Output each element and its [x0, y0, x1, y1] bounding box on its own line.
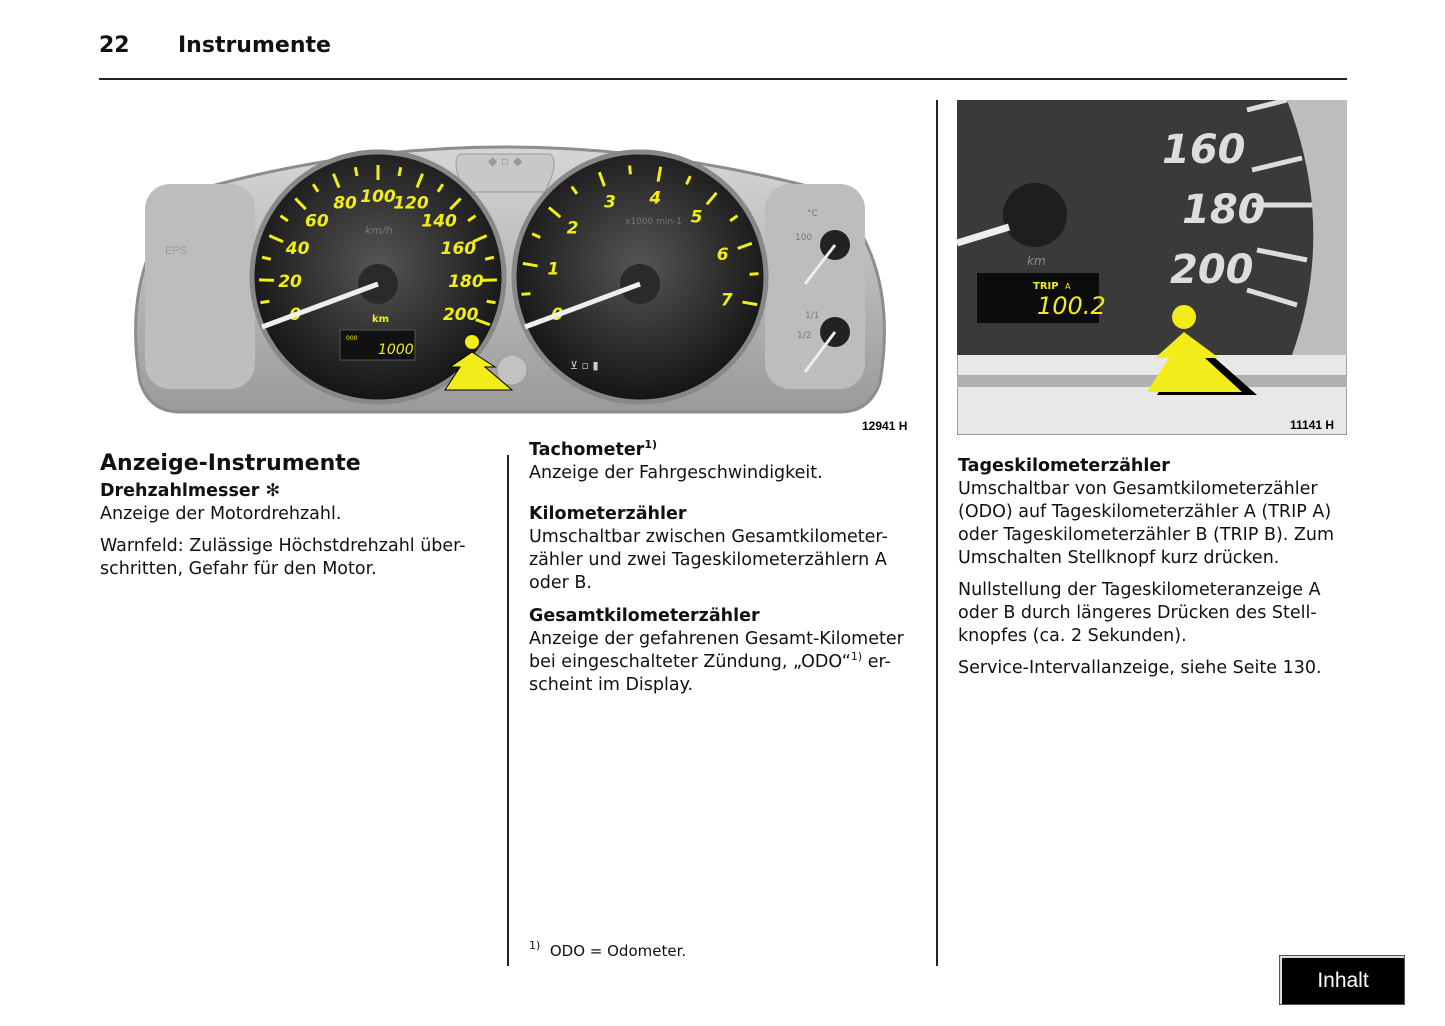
section-heading: Anzeige-Instrumente: [100, 451, 361, 476]
speed-label: 100: [360, 187, 396, 207]
footnote-mark: 1): [529, 939, 541, 952]
rpm-label: 2: [566, 218, 579, 239]
speed-label: 40: [285, 239, 310, 260]
footnote-ref: 1): [644, 438, 658, 451]
rpm-label: 3: [603, 192, 616, 213]
warning-lamps: ⊻ ▫ ▮: [570, 359, 599, 372]
trip-sub: A: [1065, 282, 1071, 291]
paragraph: Warnfeld: Zulässige Höchstdrehzahl über-schritten, Gefahr für den Motor.: [100, 536, 466, 579]
fuel-mark-full: 1/1: [805, 311, 820, 321]
rpm-label: 5: [690, 207, 703, 228]
pointer-head: [1172, 305, 1196, 329]
paragraph: Umschaltbar zwischen Gesamtkilometer-zähler und zwei Tageskilometerzählern A oder B.: [529, 527, 888, 593]
speed-label: 140: [421, 211, 457, 232]
instrument-cluster-figure: [100, 112, 920, 442]
speed-label: 20: [278, 271, 302, 292]
subheading-speedometer: Tachometer: [529, 440, 645, 460]
subheading-trip-meter: Tageskilometerzähler: [958, 456, 1170, 476]
temp-mark: 100: [795, 233, 813, 243]
trip-value: 100.2: [1037, 292, 1106, 320]
speed-label: 160: [440, 239, 477, 260]
rpm-label: 7: [720, 290, 733, 311]
header-rule: [99, 78, 1347, 80]
speed-tick: [262, 257, 271, 259]
subheading-total-odometer: Gesamtkilometerzähler: [529, 606, 760, 626]
speed-label: 80: [333, 193, 357, 214]
paragraph: Anzeige der Motordrehzahl.: [100, 504, 342, 524]
speed-unit: km/h: [365, 224, 393, 237]
pointer-head: [465, 335, 479, 349]
paragraph-end: er-scheint im Display.: [529, 652, 891, 695]
rpm-label: 1: [547, 259, 560, 280]
footnote-symbol: ✻: [265, 481, 281, 501]
temp-unit: °C: [807, 209, 818, 219]
footnote: [529, 939, 687, 960]
speed-tick: [487, 301, 496, 302]
odo-prefix: 000: [346, 335, 358, 342]
page-number: 22: [99, 33, 130, 58]
rpm-label: 6: [716, 244, 729, 265]
paragraph: Umschaltbar von Gesamtkilometerzähler (ODO) auf Tageskilometerzähler A (TRIP A) oder Tageskilometerzähler B (TRIP B). Zum Umschalten Stellknopf kurz drücken.: [958, 479, 1335, 568]
speed-label-160: 160: [1162, 127, 1246, 173]
rpm-tick: [521, 294, 530, 295]
speed-tick: [399, 167, 401, 176]
rpm-tick: [750, 274, 759, 275]
column-divider: [936, 100, 938, 966]
speed-tick: [482, 280, 497, 281]
trip-display-figure: [957, 100, 1347, 435]
left-warning-panel: [145, 184, 255, 389]
fuel-mark-half: 1/2: [797, 331, 812, 341]
column-1: [100, 451, 495, 590]
odo-unit: km: [1027, 254, 1046, 268]
figure-id: 12941 H: [862, 419, 908, 433]
speed-label-180: 180: [1182, 187, 1266, 233]
trip-label: TRIP: [1033, 281, 1059, 292]
paragraph: Anzeige der Fahrgeschwindigkeit.: [529, 463, 823, 483]
odo-unit: km: [372, 314, 390, 325]
speedometer-hub: [1003, 183, 1067, 247]
subheading-tachometer-rpm: Drehzahlmesser: [100, 481, 260, 501]
speed-label: 180: [448, 271, 484, 292]
odo-value: 1000: [378, 342, 414, 358]
speed-label-200: 200: [1170, 247, 1254, 293]
footnote-ref: 1): [850, 650, 863, 663]
paragraph: Service-Intervallanzeige, siehe Seite 130.: [958, 658, 1322, 678]
speed-tick: [485, 257, 494, 259]
column-3: [958, 455, 1343, 689]
speed-label: 120: [393, 193, 429, 214]
turn-signal-icons: ◆ ▫ ◆: [488, 154, 523, 168]
speed-label: 60: [305, 211, 329, 232]
figure-id: 11141 H: [1290, 418, 1335, 432]
speed-tick: [259, 280, 274, 281]
speed-label: 200: [442, 305, 479, 326]
column-divider: [507, 455, 509, 966]
paragraph: Anzeige der gefahrenen Gesamt-Kilometer bei eingeschalteter Zündung, „ODO“: [529, 629, 904, 672]
rpm-label: 4: [649, 188, 662, 209]
speed-tick: [355, 167, 357, 176]
page-title: Instrumente: [178, 33, 331, 58]
speed-tick: [260, 301, 269, 302]
footnote-text: ODO = Odometer.: [549, 942, 687, 960]
rpm-tick: [630, 165, 631, 174]
column-2: [529, 439, 919, 707]
contents-button[interactable]: Inhalt: [1280, 956, 1404, 1004]
eps-label: EPS: [165, 245, 188, 257]
paragraph: Nullstellung der Tageskilometeranzeige A oder B durch längeres Drücken des Stell-knopfes (ca. 2 Sekunden).: [958, 580, 1321, 646]
subheading-odometer: Kilometerzähler: [529, 504, 687, 524]
rpm-unit: x1000 min-1: [625, 217, 683, 227]
